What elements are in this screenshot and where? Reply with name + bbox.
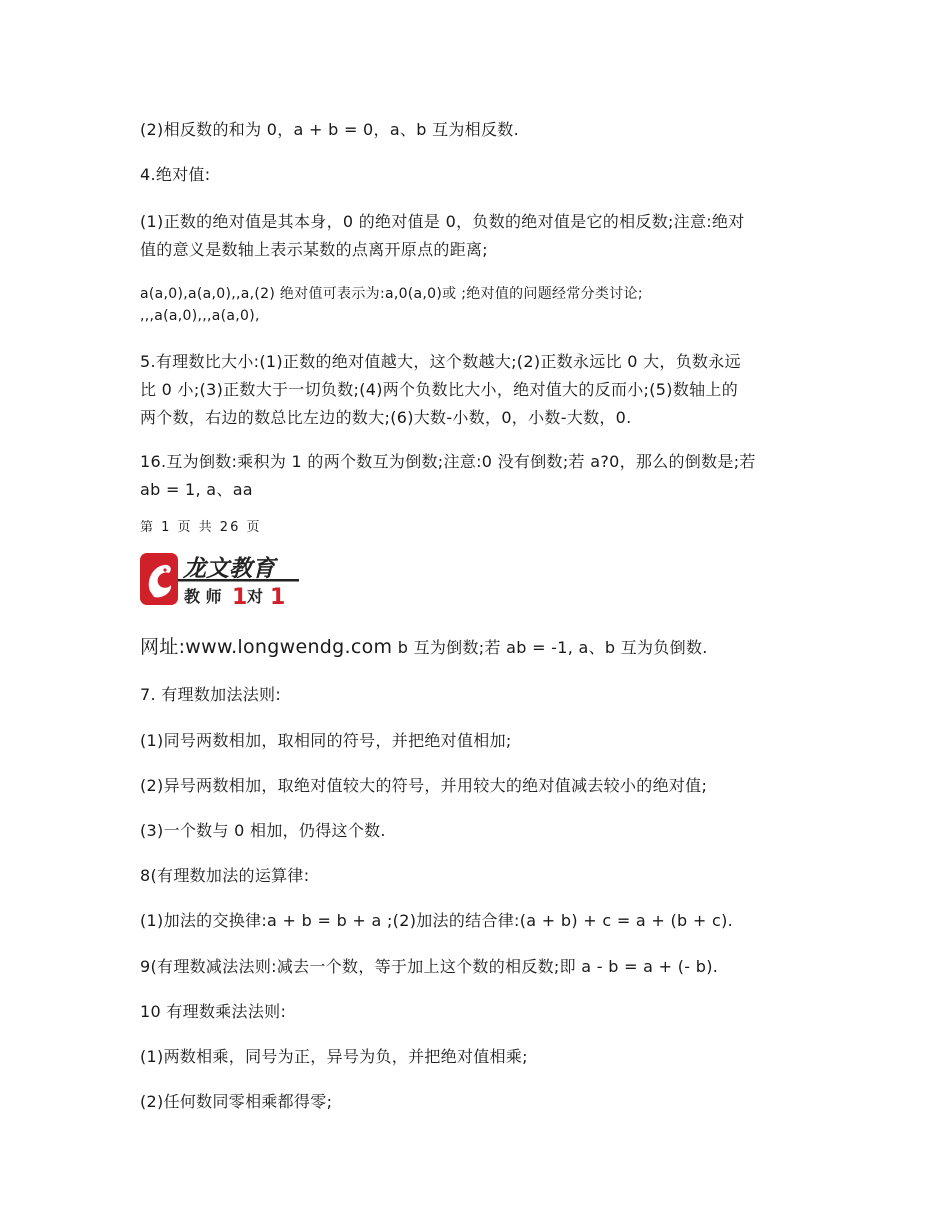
text-line: ,,,a(a,0),,,a(a,0), xyxy=(140,308,260,324)
text-line: (2)相反数的和为 0，a + b = 0，a、b 互为相反数. xyxy=(140,120,519,139)
logo-subtitle-prefix: 教 师 xyxy=(184,587,222,606)
text-line: 值的意义是数轴上表示某数的点离开原点的距离; xyxy=(140,240,488,259)
section-heading: 8(有理数加法的运算律: xyxy=(140,866,310,885)
text-line: (2)异号两数相加，取绝对值较大的符号，并用较大的绝对值减去较小的绝对值; xyxy=(140,776,708,795)
url-line xyxy=(140,633,708,662)
text-line: 比 0 小;(3)正数大于一切负数;(4)两个负数比大小，绝对值大的反而小;(5)数轴上的 xyxy=(140,380,739,399)
logo-subtitle-num1: 1 xyxy=(232,585,248,609)
text-line: 9(有理数减法法则:减去一个数，等于加上这个数的相反数;即 a - b = a + (- b). xyxy=(140,957,719,976)
text-line: a(a,0),a(a,0),,a,(2) 绝对值可表示为:a,0(a,0)或 ;绝对值的问题经常分类讨论; xyxy=(140,286,643,302)
text-line: (3)一个数与 0 相加，仍得这个数. xyxy=(140,821,386,840)
text-line: ab = 1, a、aa xyxy=(140,480,253,499)
text-line: (1)两数相乘，同号为正，异号为负，并把绝对值相乘; xyxy=(140,1047,528,1066)
longwen-logo xyxy=(140,551,300,609)
text-line: (1)正数的绝对值是其本身，0 的绝对值是 0，负数的绝对值是它的相反数;注意:绝对 xyxy=(140,212,745,231)
section-heading: 4.绝对值: xyxy=(140,165,211,184)
text-line: 两个数，右边的数总比左边的数大;(6)大数-小数，0，小数-大数，0. xyxy=(140,408,632,427)
section-heading: 10 有理数乘法法则: xyxy=(140,1002,287,1021)
dragon-emblem-icon xyxy=(140,551,300,609)
url-line-rest: b 互为倒数;若 ab = -1, a、b 互为负倒数. xyxy=(392,638,708,657)
text-line: (1)同号两数相加，取相同的符号，并把绝对值相加; xyxy=(140,731,512,750)
text-line: 16.互为倒数:乘积为 1 的两个数互为倒数;注意:0 没有倒数;若 a?0，那么的倒数是;若 xyxy=(140,452,756,471)
section-heading: 7. 有理数加法法则: xyxy=(140,685,282,704)
page-footer: 第 1 页 共 26 页 xyxy=(140,520,262,535)
logo-subtitle-mid: 对 xyxy=(247,587,264,606)
text-line: (1)加法的交换律:a + b = b + a ;(2)加法的结合律:(a + b) + c = a + (b + c). xyxy=(140,911,734,930)
website-url: 网址:www.longwendg.com xyxy=(140,636,393,658)
logo-title: 龙文教育 xyxy=(183,556,275,582)
text-line: 5.有理数比大小:(1)正数的绝对值越大，这个数越大;(2)正数永远比 0 大，负数永远 xyxy=(140,352,741,371)
logo-subtitle-num2: 1 xyxy=(270,585,286,609)
text-line: (2)任何数同零相乘都得零; xyxy=(140,1092,333,1111)
